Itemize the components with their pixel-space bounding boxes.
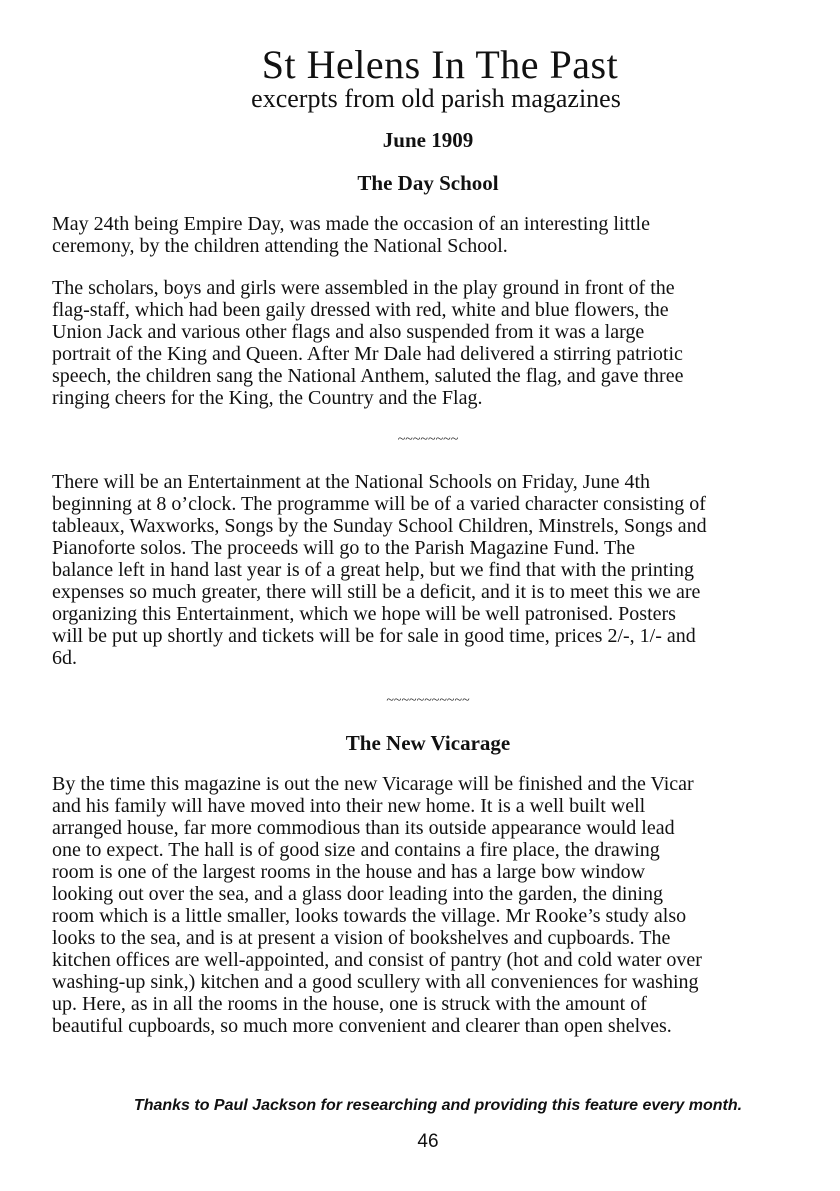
text-line: kitchen offices are well-appointed, and consist of pantry (hot and cold water over — [52, 949, 702, 971]
text-line: ceremony, by the children attending the National School. — [52, 235, 508, 257]
text-line: will be put up shortly and tickets will be for sale in good time, prices 2/-, 1/- and — [52, 625, 696, 647]
text-line: tableaux, Waxworks, Songs by the Sunday School Children, Minstrels, Songs and — [52, 515, 707, 537]
text-line: May 24th being Empire Day, was made the occasion of an interesting little — [52, 213, 650, 235]
text-line: Union Jack and various other flags and also suspended from it was a large — [52, 321, 645, 343]
text-line: balance left in hand last year is of a great help, but we find that with the printing — [52, 559, 695, 581]
page-subtitle: excerpts from old parish magazines — [251, 84, 621, 113]
paragraph-entertainment — [52, 471, 812, 669]
paragraph-vicarage — [52, 773, 812, 1037]
text-line: organizing this Entertainment, which we hope will be well patronised. Posters — [52, 603, 676, 625]
text-line: arranged house, far more commodious than its outside appearance would lead — [52, 817, 675, 839]
text-line: room which is a little smaller, looks towards the village. Mr Rooke’s study also — [52, 905, 687, 927]
text-line: room is one of the largest rooms in the house and has a large bow window — [52, 861, 646, 883]
paragraph-empire-day — [52, 213, 812, 257]
page-number: 46 — [417, 1131, 439, 1152]
text-line: one to expect. The hall is of good size and contains a fire place, the drawing — [52, 839, 660, 861]
separator: ~~~~~~~~~~~ — [386, 693, 470, 708]
text-line: Pianoforte solos. The proceeds will go to the Parish Magazine Fund. The — [52, 537, 636, 559]
text-line: 6d. — [52, 647, 77, 669]
text-line: There will be an Entertainment at the National Schools on Friday, June 4th — [52, 471, 650, 493]
text-line: expenses so much greater, there will still be a deficit, and it is to meet this we are — [52, 581, 701, 603]
paragraph-scholars — [52, 277, 812, 409]
date-heading: June 1909 — [382, 128, 474, 152]
text-line: ringing cheers for the King, the Country and the Flag. — [52, 387, 483, 409]
section-heading-new-vicarage: The New Vicarage — [345, 731, 511, 755]
text-line: looks to the sea, and is at present a vision of bookshelves and cupboards. The — [52, 927, 671, 949]
page-title: St Helens In The Past — [261, 42, 619, 87]
text-line: beginning at 8 o’clock. The programme will be of a varied character consisting of — [52, 493, 706, 515]
text-line: portrait of the King and Queen. After Mr Dale had delivered a stirring patriotic — [52, 343, 683, 365]
text-line: flag-staff, which had been gaily dressed with red, white and blue flowers, the — [52, 299, 669, 321]
text-line: washing-up sink,) kitchen and a good scullery with all conveniences for washing — [52, 971, 699, 993]
text-line: speech, the children sang the National Anthem, saluted the flag, and gave three — [52, 365, 684, 387]
text-line: The scholars, boys and girls were assembled in the play ground in front of the — [52, 277, 675, 299]
text-line: By the time this magazine is out the new Vicarage will be finished and the Vicar — [52, 773, 694, 795]
text-line: beautiful cupboards, so much more convenient and clearer than open shelves. — [52, 1015, 672, 1037]
text-line: looking out over the sea, and a glass door leading into the garden, the dining — [52, 883, 663, 905]
text-line: and his family will have moved into their new home. It is a well built well — [52, 795, 646, 817]
separator: ~~~~~~~~ — [397, 432, 459, 447]
text-line: up. Here, as in all the rooms in the house, one is struck with the amount of — [52, 993, 647, 1015]
acknowledgement: Thanks to Paul Jackson for researching and providing this feature every month. — [133, 1097, 743, 1114]
section-heading-day-school: The Day School — [357, 171, 499, 195]
